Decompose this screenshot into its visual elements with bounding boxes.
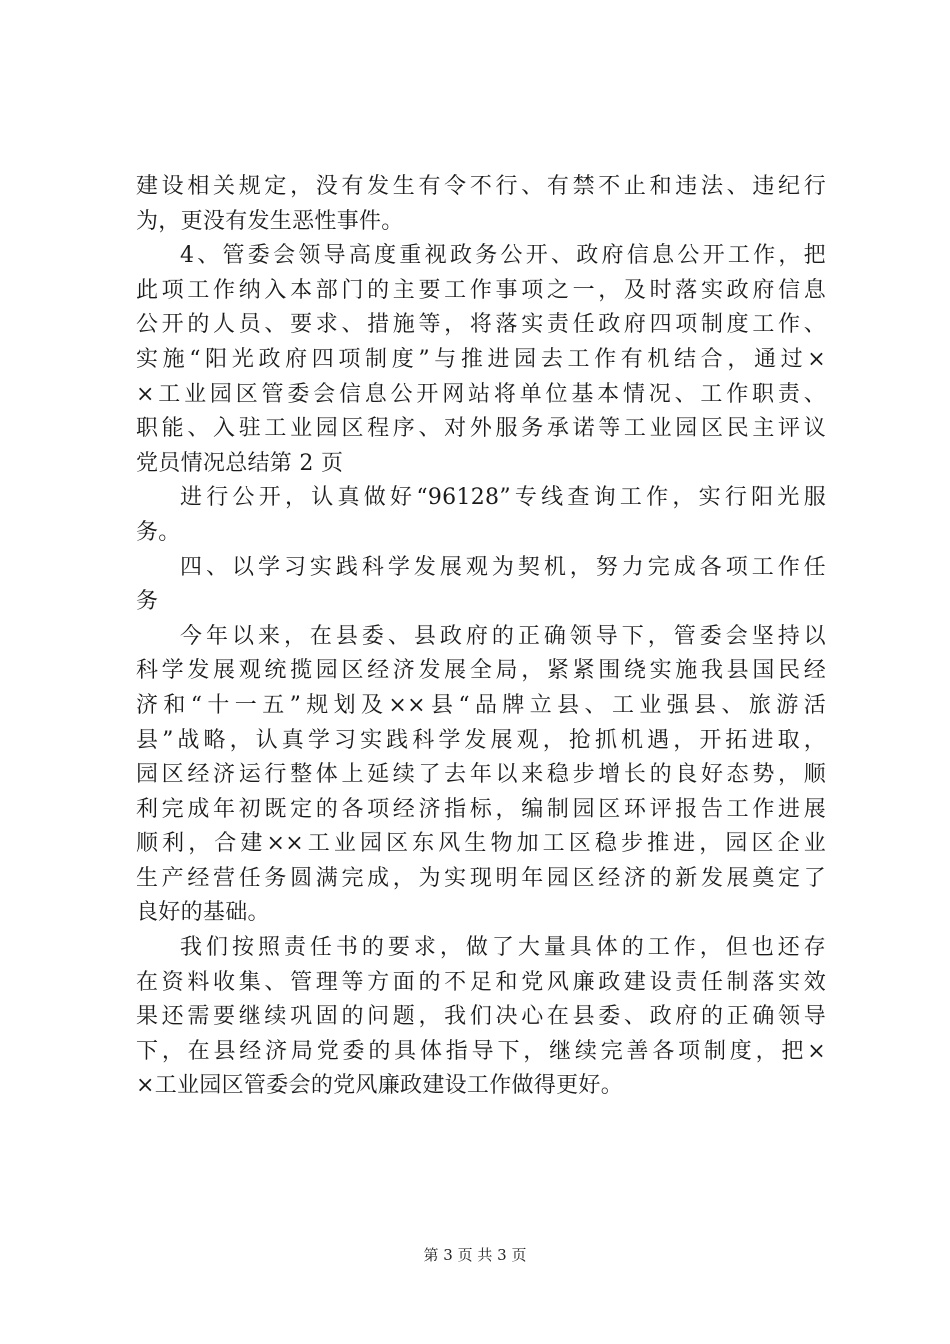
text-line: 建设相关规定，没有发生有令不行、有禁不止和违法、违纪行 — [136, 174, 826, 199]
text-line: 良好的基础。 — [136, 900, 270, 926]
text-line: 县”战略，认真学习实践科学发展观，抢抓机遇，开拓进取， — [136, 727, 826, 753]
text-line: 下，在县经济局党委的具体指导下，继续完善各项制度，把× — [136, 1038, 826, 1064]
text-line: 务。 — [136, 519, 181, 545]
text-line: ×工业园区管委会的党风廉政建设工作做得更好。 — [136, 1073, 624, 1099]
page-footer: 第 3 页 共 3 页 — [423, 1246, 527, 1264]
text-line: 职能、入驻工业园区程序、对外服务承诺等工业园区民主评议 — [136, 416, 826, 442]
text-line: 生产经营任务圆满完成，为实现明年园区经济的新发展奠定了 — [136, 865, 826, 891]
text-line: 4、管委会领导高度重视政务公开、政府信息公开工作，把 — [180, 243, 826, 269]
text-line: 果还需要继续巩固的问题，我们决心在县委、政府的正确领导 — [136, 1004, 826, 1030]
text-line: 济和“十一五”规划及××县“品牌立县、工业强县、旅游活 — [136, 692, 826, 718]
document-body — [136, 170, 826, 1104]
text-line: 园区经济运行整体上延续了去年以来稳步增长的良好态势，顺 — [136, 762, 826, 788]
text-line: 利完成年初既定的各项经济指标，编制园区环评报告工作进展 — [136, 796, 826, 822]
text-line: 公开的人员、要求、措施等，将落实责任政府四项制度工作、 — [136, 312, 826, 338]
text-line: 顺利，合建××工业园区东风生物加工区稳步推进，园区企业 — [136, 831, 827, 857]
text-line: 进行公开，认真做好“96128”专线查询工作，实行阳光服 — [180, 485, 826, 511]
text-line: 我们按照责任书的要求，做了大量具体的工作，但也还存 — [180, 935, 826, 961]
text-line: 此项工作纳入本部门的主要工作事项之一，及时落实政府信息 — [136, 277, 826, 303]
text-line: 为，更没有发生恶性事件。 — [136, 208, 404, 234]
text-line: 今年以来，在县委、县政府的正确领导下，管委会坚持以 — [180, 623, 826, 649]
text-line: 科学发展观统揽园区经济发展全局，紧紧围绕实施我县国民经 — [136, 658, 826, 684]
text-line: 在资料收集、管理等方面的不足和党风廉政建设责任制落实效 — [136, 969, 826, 995]
text-line: 四、以学习实践科学发展观为契机，努力完成各项工作任 — [180, 554, 826, 580]
text-line: ×工业园区管委会信息公开网站将单位基本情况、工作职责、 — [136, 381, 826, 407]
text-line: 党员情况总结第 2 页 — [136, 450, 344, 476]
text-line: 实施“阳光政府四项制度”与推进园去工作有机结合，通过× — [136, 346, 826, 372]
text-line: 务 — [136, 589, 159, 615]
